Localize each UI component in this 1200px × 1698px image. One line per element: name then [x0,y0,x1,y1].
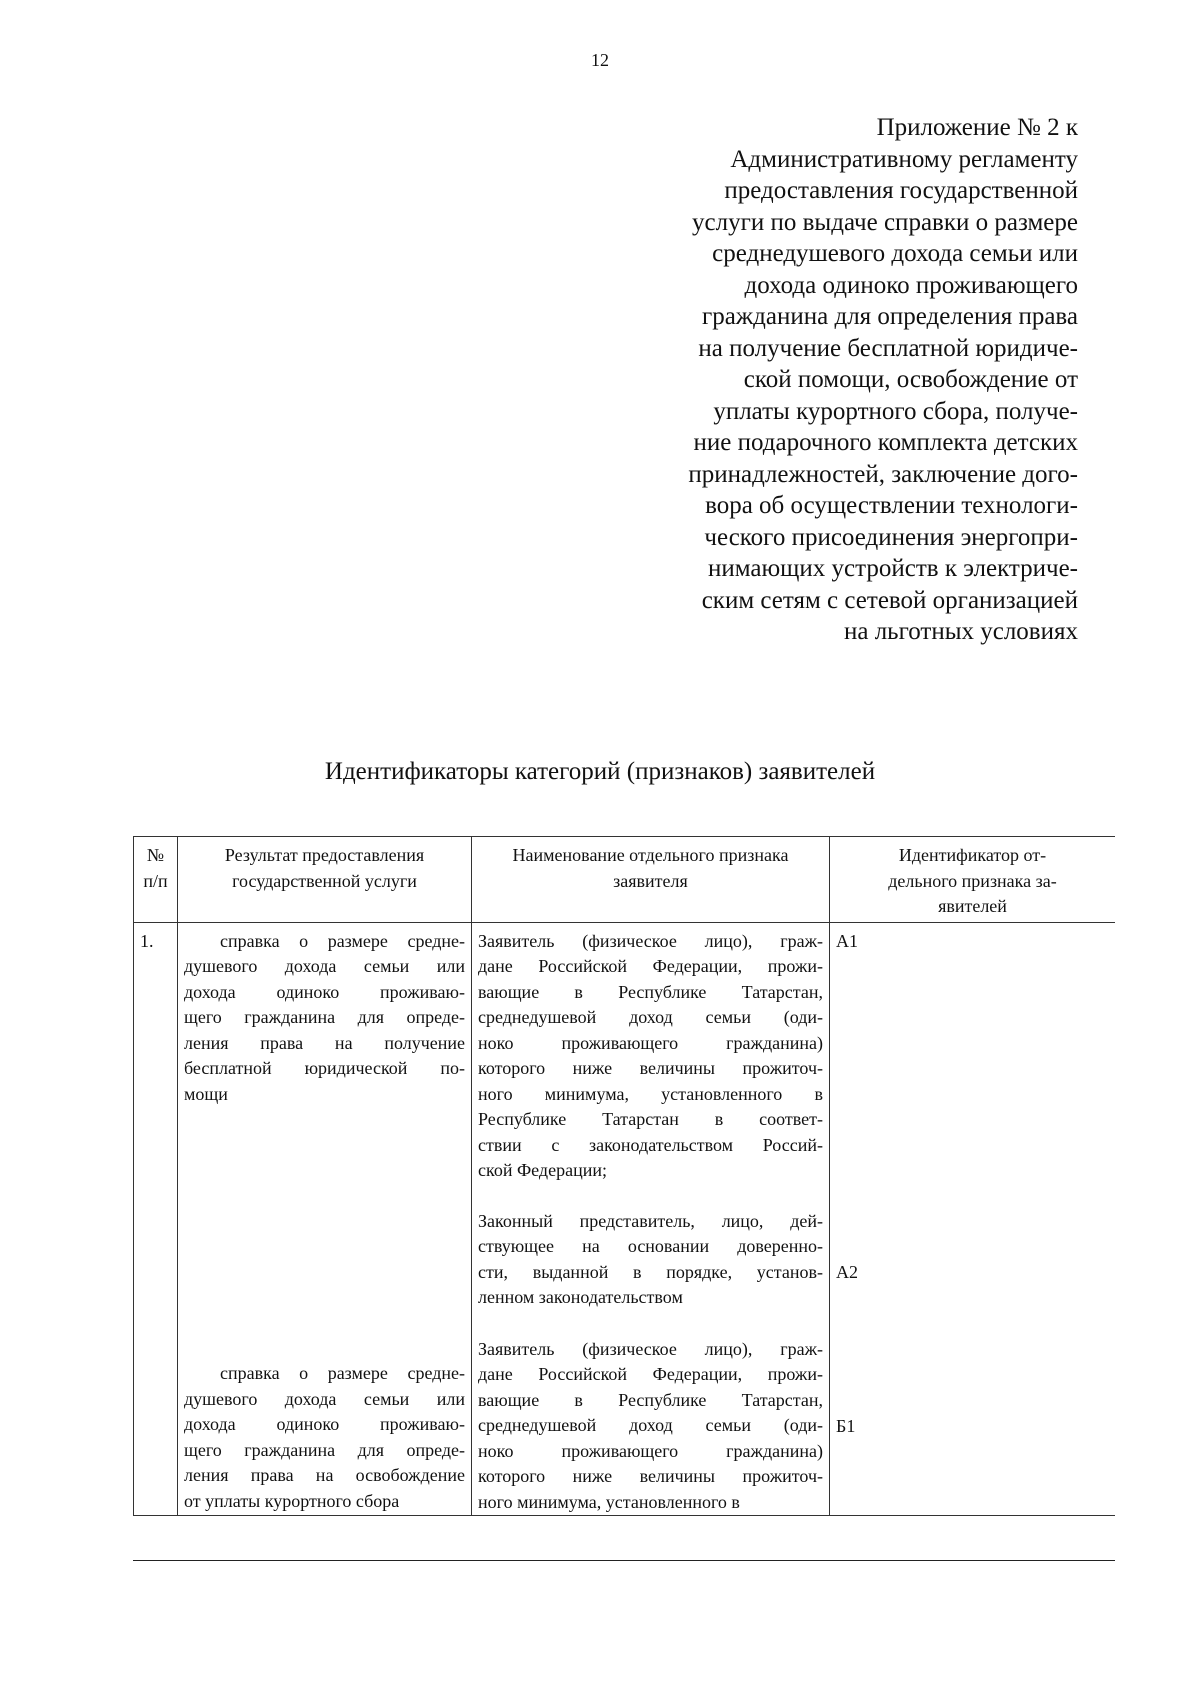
feature-line: среднедушевой доход семьи (оди- [478,1415,823,1435]
identifier-b1: Б1 [836,1415,856,1436]
annex-line: нимающих устройств к электриче- [707,555,1078,582]
result-line: дохода одиноко проживаю- [184,981,465,1002]
result-line: от уплаты курортного сбора [184,1490,400,1511]
feature-line: ленном законодательством [478,1287,683,1307]
feature-line: ской Федерации; [478,1160,607,1180]
annex-line: ние подарочного комплекта детских [693,429,1078,456]
feature-line: ного минимума, установленного в [478,1491,740,1512]
result-line: ления права на получение [184,1032,465,1053]
annex-line: уплаты курортного сбора, получе- [713,397,1078,425]
feature-line: которого ниже величины прожиточ- [478,1466,823,1486]
feature-line: среднедушевой доход семьи (оди- [478,1007,823,1027]
feature-b1 [478,1337,823,1516]
result-line: бесплатной юридической по- [184,1058,465,1078]
feature-line: ного минимума, установленного в [478,1083,823,1104]
result-line: ления права на освобождение [184,1465,465,1485]
header-line: явителей [938,896,1007,916]
header-line: государственной услуги [232,870,417,891]
annex-line: предоставления государственной [724,177,1078,204]
feature-a2 [478,1209,823,1311]
identifier-a1: А1 [836,930,858,951]
annex-line: гражданина для определения права [702,303,1078,330]
feature-line: вающие в Республике Татарстан, [478,981,823,1002]
annex-line: ческого присоединения энергопри- [704,523,1078,551]
header-line: дельного признака за- [888,870,1057,891]
annex-line: принадлежностей, заключение дого- [688,460,1078,488]
result-line: дохода одиноко проживаю- [184,1414,465,1434]
table-row [134,922,1116,1516]
header-line: № [146,845,165,865]
header-line: п/п [143,870,168,891]
header-line: Наименование отдельного признака [512,845,789,865]
annex-line: на льготных условиях [843,618,1078,645]
feature-cell [472,922,830,1516]
header-identifier [830,837,1116,923]
annex-line: на получение бесплатной юридиче- [698,334,1078,362]
result-line: душевого дохода семьи или [184,956,465,976]
page-number: 12 [591,50,609,70]
header-line: Результат предоставления [224,845,425,865]
feature-line: Заявитель (физическое лицо), граж- [478,1338,823,1359]
result-line: щего гражданина для опреде- [184,1439,465,1460]
annex-line: дохода одиноко проживающего [744,271,1078,299]
header-feature-name [472,837,830,923]
feature-a1 [478,929,823,1184]
annex-header [638,112,1078,648]
result-a [184,929,465,1108]
document-title: Идентификаторы категорий (признаков) заявителей [324,758,876,785]
feature-line: ствующее на основании доверенно- [478,1236,823,1256]
feature-line: дане Российской Федерации, прожи- [478,956,823,976]
feature-line: сти, выданной в порядке, установ- [478,1261,823,1282]
feature-line: вающие в Республике Татарстан, [478,1389,823,1410]
feature-line: Законный представитель, лицо, дей- [478,1210,823,1231]
feature-line: ствии с законодательством Россий- [478,1134,823,1155]
header-line: Идентификатор от- [898,845,1047,865]
result-line: мощи [184,1083,228,1104]
identifiers-table-container [133,836,1115,1561]
feature-line: ноко проживающего гражданина) [478,1032,823,1053]
annex-line: Приложение № 2 к [876,114,1078,141]
feature-line: дане Российской Федерации, прожи- [478,1364,823,1384]
result-b [184,1361,465,1514]
annex-line: вора об осуществлении технологи- [705,492,1078,519]
annex-line: среднедушевого дохода семьи или [712,240,1078,267]
result-line: душевого дохода семьи или [184,1388,465,1409]
annex-line: ским сетям с сетевой организацией [701,586,1078,614]
annex-line: услуги по выдаче справки о размере [692,208,1078,236]
annex-line: Административному регламенту [730,145,1078,173]
header-result [178,837,472,923]
table-header-row [134,837,1116,923]
header-number [134,837,178,923]
result-cell [178,922,472,1516]
result-line: справка о размере средне- [220,1363,465,1383]
feature-line: которого ниже величины прожиточ- [478,1058,823,1078]
annex-line: ской помощи, освобождение от [743,366,1078,393]
result-line: щего гражданина для опреде- [184,1007,465,1027]
identifier-cell [830,922,1116,1516]
row-number: 1. [134,922,178,1516]
result-line: справка о размере средне- [220,930,465,951]
feature-line: Республике Татарстан в соответ- [478,1109,823,1129]
identifier-a2: А2 [836,1262,858,1282]
identifiers-table [133,836,1115,1516]
feature-line: ноко проживающего гражданина) [478,1440,823,1461]
header-line: заявителя [613,870,688,891]
feature-line: Заявитель (физическое лицо), граж- [478,930,823,951]
